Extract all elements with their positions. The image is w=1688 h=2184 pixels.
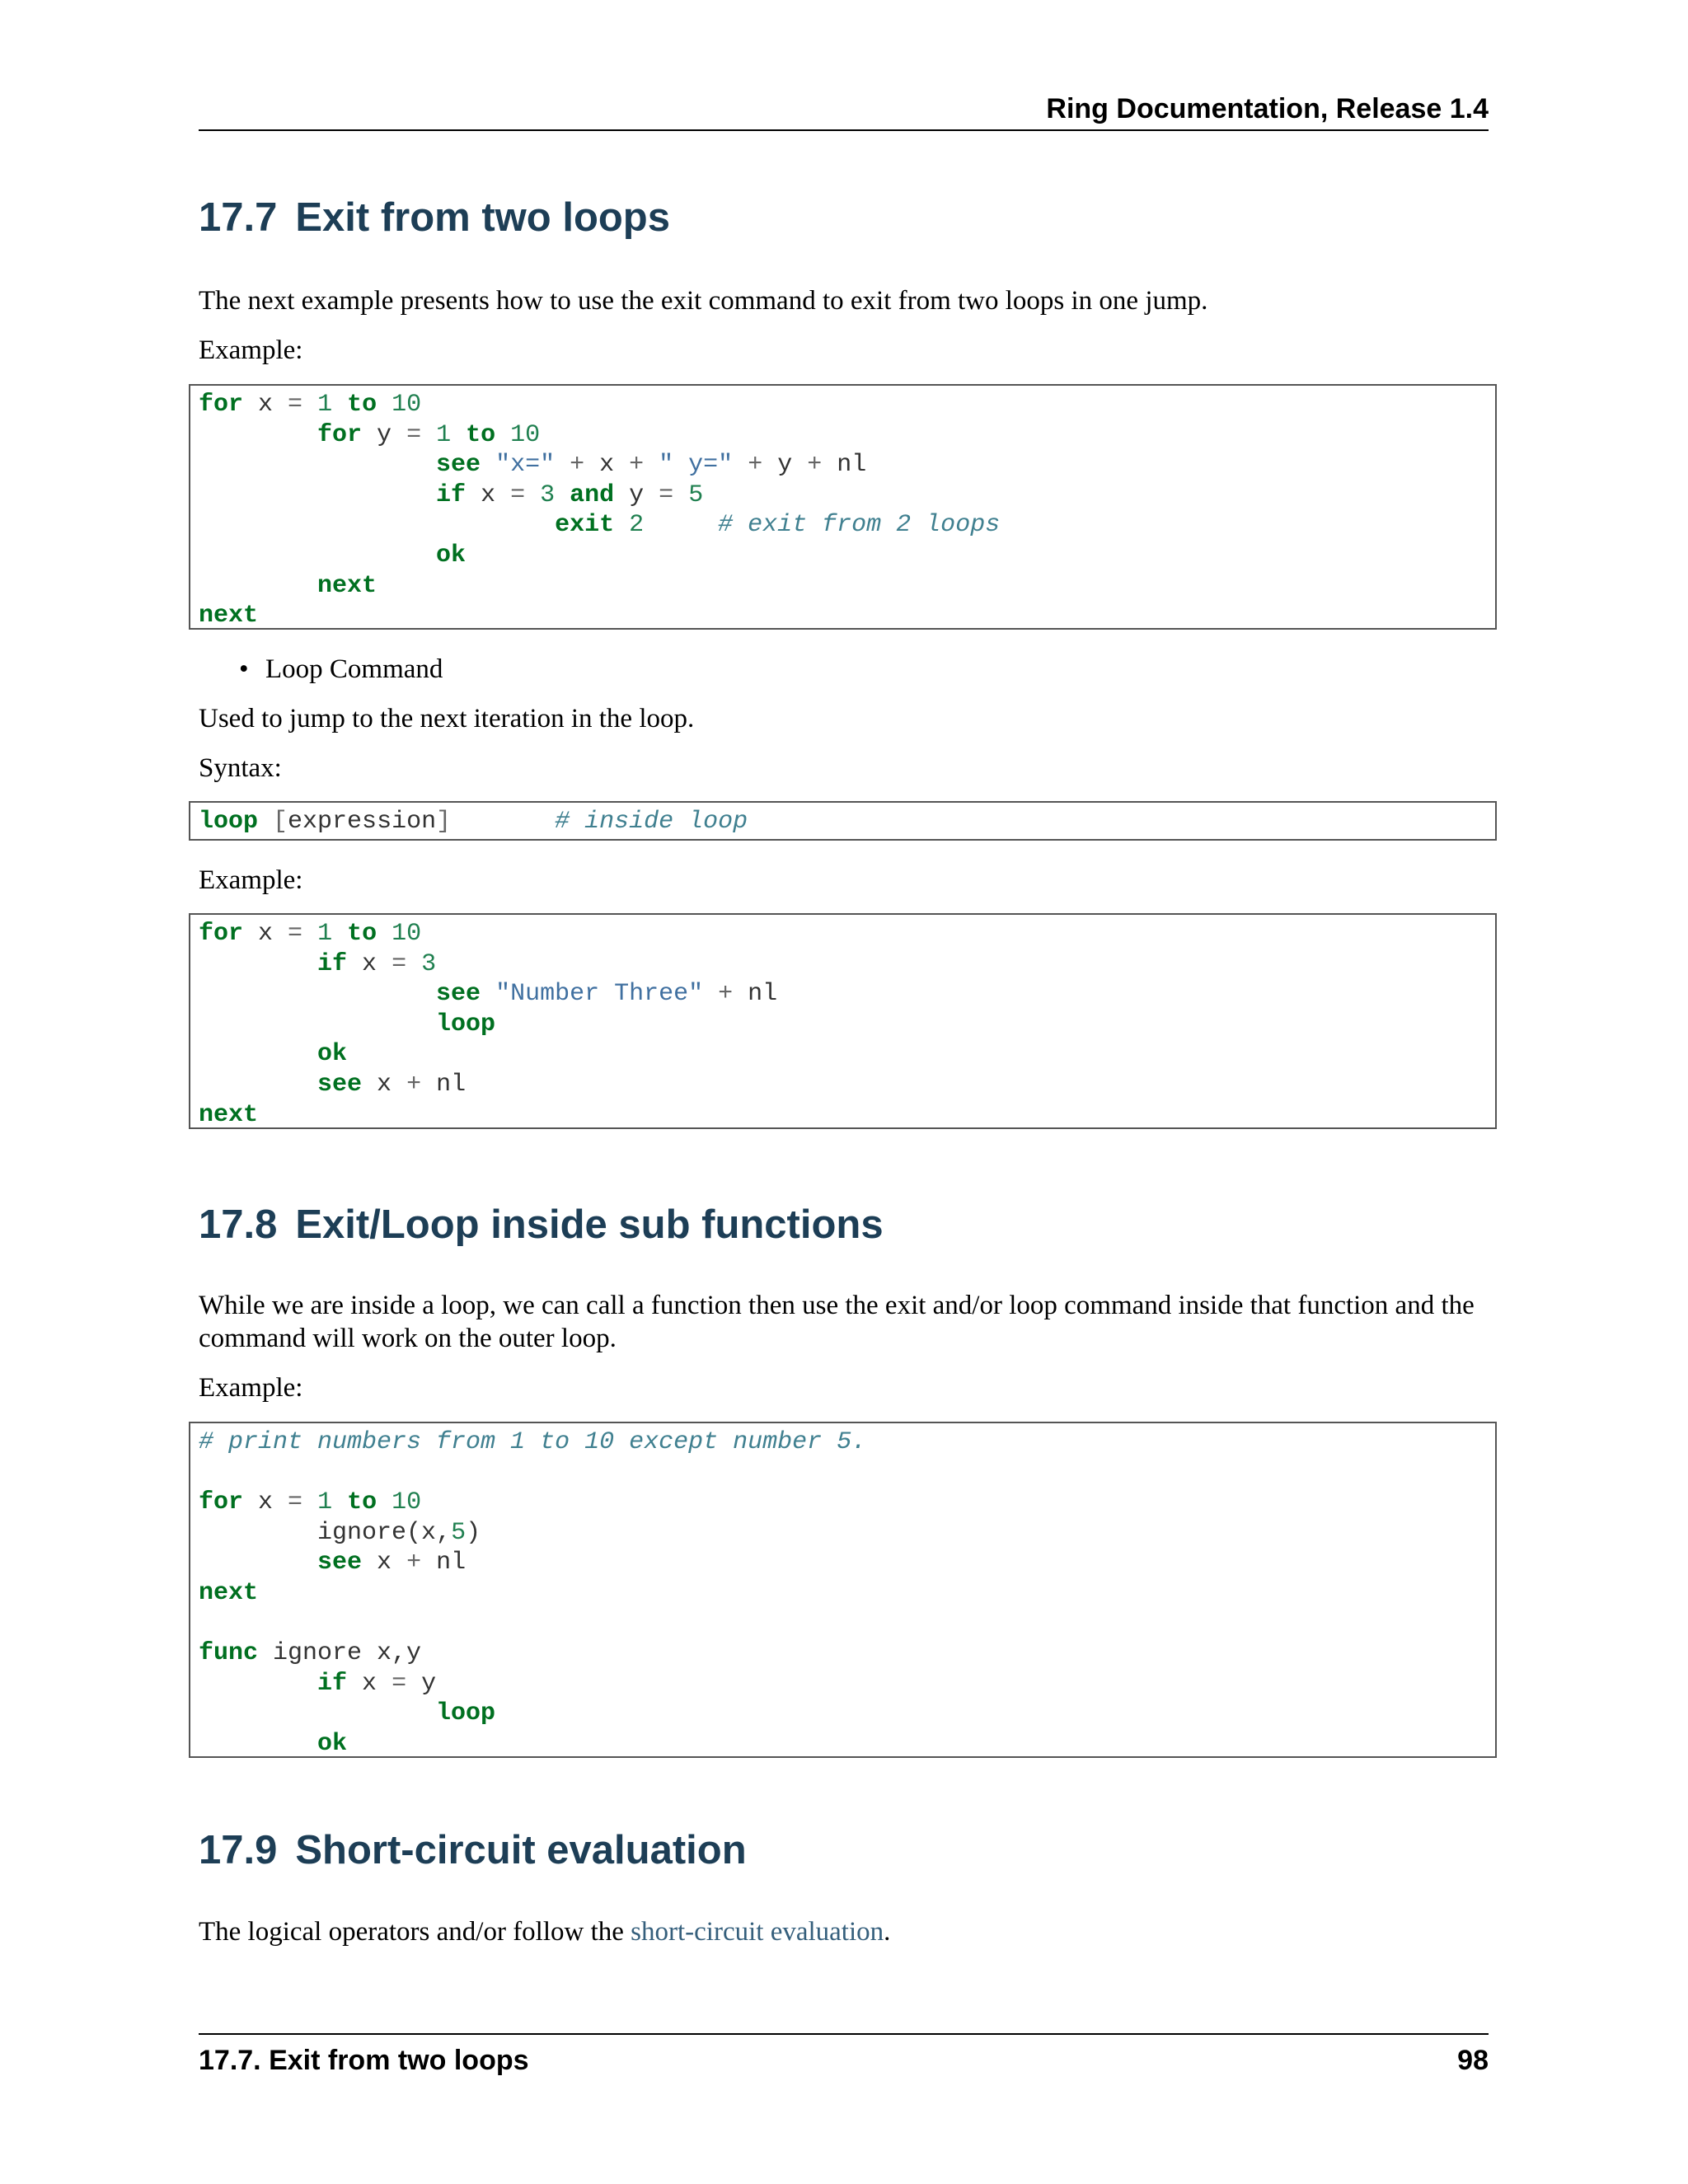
code-line: ok <box>317 1040 348 1069</box>
section-intro: While we are inside a loop, we can call a function then use the exit and/or loop command inside that function and the command will work on the outer loop. <box>199 1291 1475 1353</box>
code-line: loop <box>436 1699 496 1728</box>
intro-text: The logical operators and/or follow the <box>199 1917 631 1947</box>
code-line: for x = 1 to 10 <box>199 391 422 419</box>
code-line: ignore(x,5) <box>199 1518 481 1547</box>
intro-text-end: . <box>884 1917 891 1947</box>
page-number: 98 <box>1457 2045 1489 2076</box>
code-line: if x = 3 <box>317 949 437 978</box>
code-line: next <box>317 571 377 600</box>
code-block-exit-two-loops <box>189 384 1497 630</box>
code-line: ok <box>436 541 467 569</box>
bullet-text: Loop Command <box>265 654 443 684</box>
code-line: ok <box>317 1729 348 1758</box>
short-circuit-link[interactable]: short-circuit evaluation <box>631 1917 884 1947</box>
footer-section-ref: 17.7. Exit from two loops <box>199 2045 529 2076</box>
section-title: Short-circuit evaluation <box>295 1828 747 1872</box>
header-rule <box>199 129 1489 131</box>
code-line: see x + nl <box>317 1549 467 1577</box>
bullet-loop-command <box>239 653 443 686</box>
code-line: # print numbers from 1 to 10 except number 5. <box>199 1428 867 1456</box>
running-footer <box>199 2041 1489 2079</box>
code-line: func ignore x,y <box>199 1639 422 1668</box>
footer-rule <box>199 2033 1489 2035</box>
bullet-icon: • <box>239 654 249 684</box>
running-header: Ring Documentation, Release 1.4 <box>1046 93 1489 124</box>
section-intro: The next example presents how to use the exit command to exit from two loops in one jump. <box>199 286 1208 316</box>
section-number: 17.8 <box>199 1202 278 1247</box>
section-title: Exit/Loop inside sub functions <box>295 1202 884 1247</box>
code-block-loop-example <box>189 913 1497 1129</box>
section-number: 17.7 <box>199 195 278 240</box>
code-line: for x = 1 to 10 <box>199 920 422 948</box>
code-line: see "x=" + x + " y=" + y + nl <box>436 451 867 480</box>
code-line <box>199 1458 1487 1488</box>
section-heading-17-8 <box>199 1200 884 1249</box>
code-line: next <box>199 1100 259 1129</box>
example-label: Example: <box>199 865 303 895</box>
code-block-sub-functions <box>189 1422 1497 1758</box>
section-heading-17-7 <box>199 193 670 242</box>
code-line: loop <box>436 1010 496 1038</box>
example-label: Example: <box>199 1373 303 1403</box>
example-label: Example: <box>199 335 303 365</box>
code-line <box>199 1609 1487 1639</box>
code-line: if x = y <box>317 1669 437 1698</box>
section-intro <box>199 1915 1493 1948</box>
code-line: for x = 1 to 10 <box>199 1488 422 1517</box>
section-heading-17-9 <box>199 1825 747 1875</box>
code-block-loop-syntax <box>189 801 1497 841</box>
section-number: 17.9 <box>199 1828 278 1872</box>
section-title: Exit from two loops <box>295 195 670 240</box>
code-line: next <box>199 1578 259 1607</box>
code-line: see "Number Three" + nl <box>436 980 778 1009</box>
code-line: for y = 1 to 10 <box>317 420 541 449</box>
code-line: exit 2 # exit from 2 loops <box>555 511 1001 540</box>
code-line: next <box>199 602 259 630</box>
syntax-label: Syntax: <box>199 753 282 783</box>
code-line: loop [expression] # inside loop <box>199 808 748 836</box>
code-line: see x + nl <box>317 1070 467 1099</box>
code-line: if x = 3 and y = 5 <box>436 480 704 509</box>
loop-description: Used to jump to the next iteration in the loop. <box>199 704 695 733</box>
